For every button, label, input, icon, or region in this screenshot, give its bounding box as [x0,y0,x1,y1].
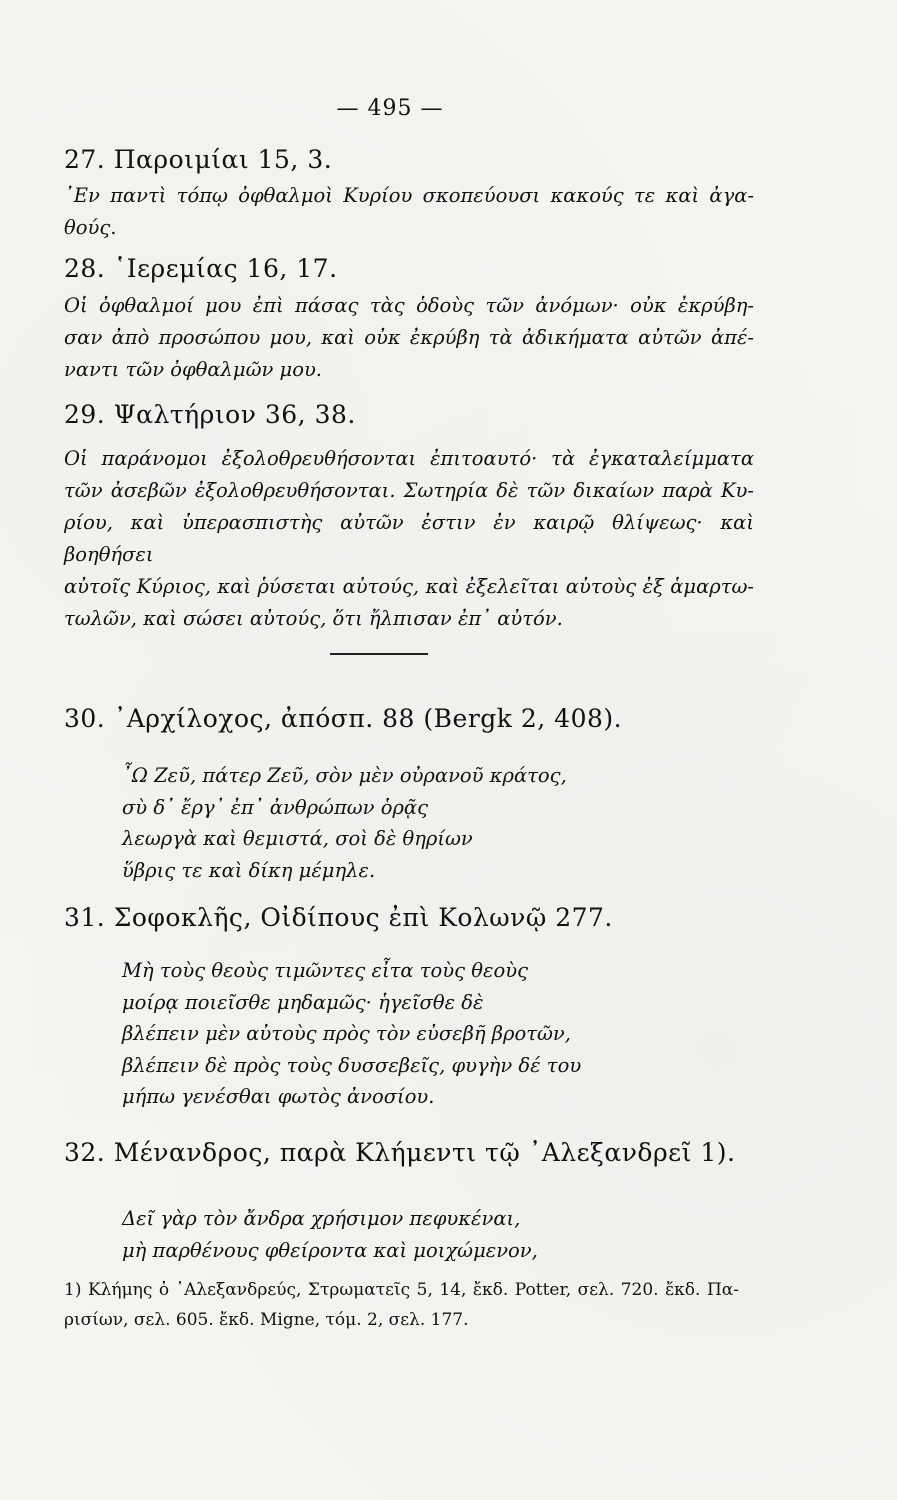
text-line: σαν ἀπὸ προσώπου μου, καὶ οὐκ ἐκρύβη τὰ ἀδικήματα αὐτῶν ἀπέ- [64,326,754,349]
section-29-heading: 29. Ψαλτήριον 36, 38. [64,400,356,429]
section-28-text [64,290,754,386]
section-28-heading: 28. ῾Ιερεμίας 16, 17. [64,254,338,283]
footnote [64,1275,739,1335]
text-line: ρίου, καὶ ὑπερασπιστὴς αὐτῶν ἐστιν ἐν καιρῷ θλίψεως· καὶ βοηθήσει [64,511,754,566]
section-32-verse [122,1203,538,1266]
text-line: ναντι τῶν ὀφθαλμῶν μου. [64,358,323,381]
text-line: Οἱ παράνομοι ἐξολοθρευθήσονται ἐπιτοαυτό· τὰ ἐγκαταλείμματα [64,447,754,470]
verse-line: μὴ παρθένους φθείροντα καὶ μοιχώμενον, [122,1238,538,1262]
text-line: τωλῶν, καὶ σώσει αὐτούς, ὅτι ἤλπισαν ἐπ᾽ αὐτόν. [64,607,563,630]
verse-line: λεωργὰ καὶ θεμιστά, σοὶ δὲ θηρίων [122,827,473,850]
section-30-verse [122,760,567,886]
section-divider [330,653,428,655]
verse-line: Δεῖ γὰρ τὸν ἄνδρα χρήσιμον πεφυκέναι, [122,1207,521,1230]
section-29-text [64,443,754,635]
text-line: Οἱ ὀφθαλμοί μου ἐπὶ πάσας τὰς ὁδοὺς τῶν ἀνόμων· οὐκ ἐκρύβη- [64,294,754,317]
verse-line: ῏Ω Ζεῦ, πάτερ Ζεῦ, σὸν μὲν οὐρανοῦ κράτος, [122,764,567,787]
text-line: ᾿Εν παντὶ τόπῳ ὀφθαλμοὶ Κυρίου σκοπεύουσι κακούς τε καὶ ἀγα- [64,184,754,207]
verse-line: σὺ δ᾽ ἔργ᾽ ἐπ᾽ ἀνθρώπων ὁρᾷς [122,795,429,819]
section-30-heading: 30. ᾿Αρχίλοχος, ἀπόσπ. 88 (Bergk 2, 408). [64,704,623,733]
section-27-text [64,180,754,244]
section-27-heading: 27. Παροιμίαι 15, 3. [64,145,333,174]
verse-line: ὕβρις τε καὶ δίκη μέμηλε. [122,858,376,882]
page-number: — 495 — [336,96,444,121]
text-line: τῶν ἀσεβῶν ἐξολοθρευθήσονται. Σωτηρία δὲ τῶν δικαίων παρὰ Κυ- [64,479,754,502]
verse-line: Μὴ τοὺς θεοὺς τιμῶντες εἶτα τοὺς θεοὺς [122,959,528,982]
section-31-verse [122,955,581,1113]
section-31-heading: 31. Σοφοκλῆς, Οἰδίπους ἐπὶ Κολωνῷ 277. [64,903,613,932]
verse-line: μοίρᾳ ποιεῖσθε μηδαμῶς· ἡγεῖσθε δὲ [122,990,484,1014]
section-32-heading: 32. Μένανδρος, παρὰ Κλήμεντι τῷ ᾿Αλεξανδρεῖ 1). [64,1138,736,1167]
verse-line: βλέπειν μὲν αὐτοὺς πρὸς τὸν εὐσεβῆ βροτῶν, [122,1022,571,1045]
verse-line: βλέπειν δὲ πρὸς τοὺς δυσσεβεῖς, φυγὴν δέ του [122,1053,582,1077]
text-line: αὐτοῖς Κύριος, καὶ ῥύσεται αὐτούς, καὶ ἐξελεῖται αὐτοὺς ἐξ ἁμαρτω- [64,575,754,598]
verse-line: μήπω γενέσθαι φωτὸς ἀνοσίου. [122,1085,435,1108]
text-line: θούς. [64,216,117,239]
footnote-line: 1) Κλήμης ὁ ᾿Αλεξανδρεύς, Στρωματεῖς 5, 14, ἔκδ. Potter, σελ. 720. ἔκδ. Πα- [64,1280,739,1300]
footnote-line: ρισίων, σελ. 605. ἔκδ. Migne, τόμ. 2, σελ. 177. [64,1310,469,1330]
